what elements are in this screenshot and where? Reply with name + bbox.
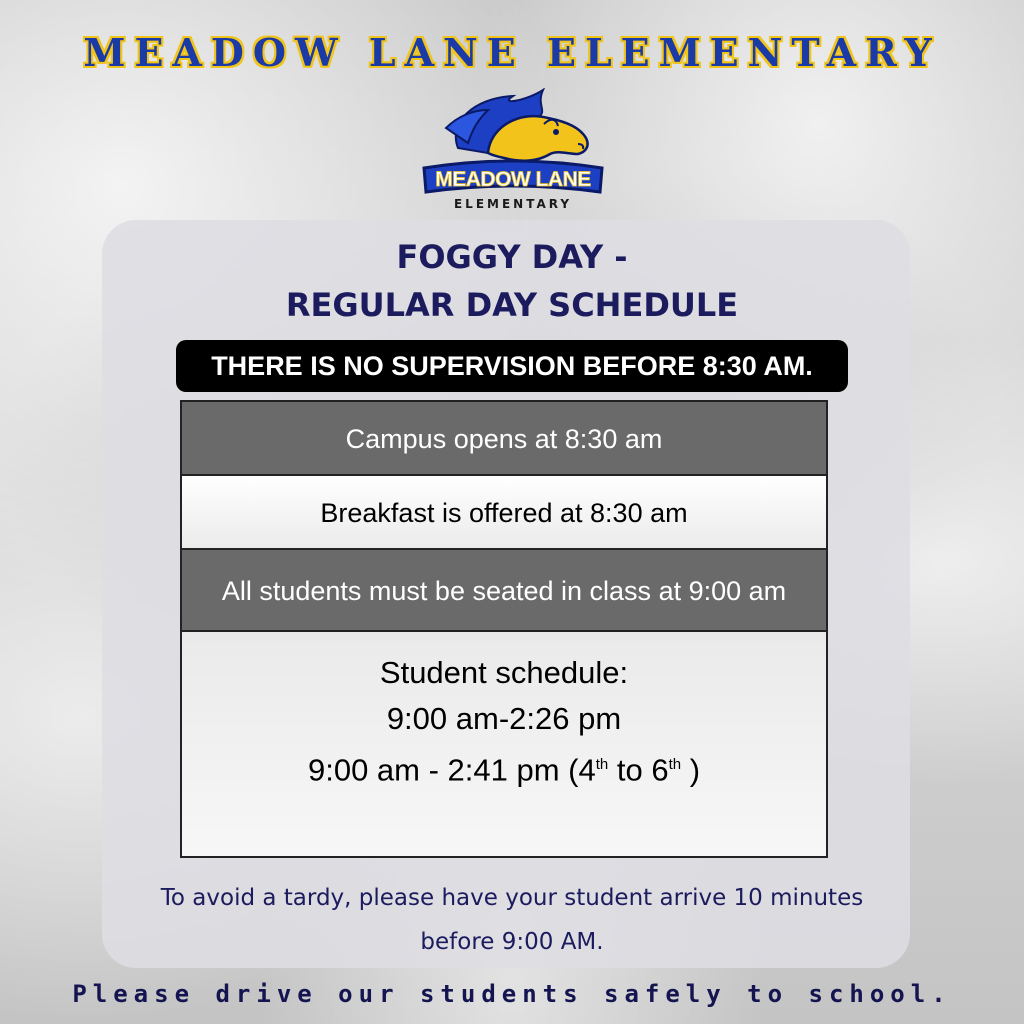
breakfast-row: Breakfast is offered at 8:30 am	[182, 476, 826, 550]
primary-times: 9:00 am-2:26 pm	[386, 701, 622, 736]
supervision-notice: THERE IS NO SUPERVISION BEFORE 8:30 AM.	[176, 340, 848, 392]
student-schedule-label: Student schedule:	[379, 655, 629, 690]
upper-times-close: )	[681, 752, 701, 788]
schedule-table	[180, 400, 828, 858]
logo-wordmark: MEADOW LANE	[435, 168, 591, 191]
campus-opens-row: Campus opens at 8:30 am	[182, 402, 826, 476]
upper-times-middle: to 6	[608, 752, 669, 788]
ordinal-suffix-6th: th	[668, 756, 682, 773]
tardy-note: To avoid a tardy, please have your student arrive 10 minutes before 9:00 AM.	[160, 885, 864, 955]
heading-regular-schedule: REGULAR DAY SCHEDULE	[285, 286, 739, 324]
student-schedule-row	[182, 632, 826, 856]
mustang-mascot-icon	[418, 88, 608, 216]
logo-subtitle: ELEMENTARY	[453, 197, 573, 211]
upper-grade-times	[182, 742, 826, 793]
footer-safety-message: Please drive our students safely to school.	[72, 980, 952, 1008]
school-title: MEADOW LANE ELEMENTARY	[83, 30, 941, 75]
ordinal-suffix-4th: th	[595, 756, 609, 773]
upper-times-start: 9:00 am - 2:41 pm (4	[307, 752, 596, 788]
heading-foggy-day: FOGGY DAY -	[396, 238, 628, 276]
seated-row: All students must be seated in class at 9:00 am	[182, 550, 826, 632]
